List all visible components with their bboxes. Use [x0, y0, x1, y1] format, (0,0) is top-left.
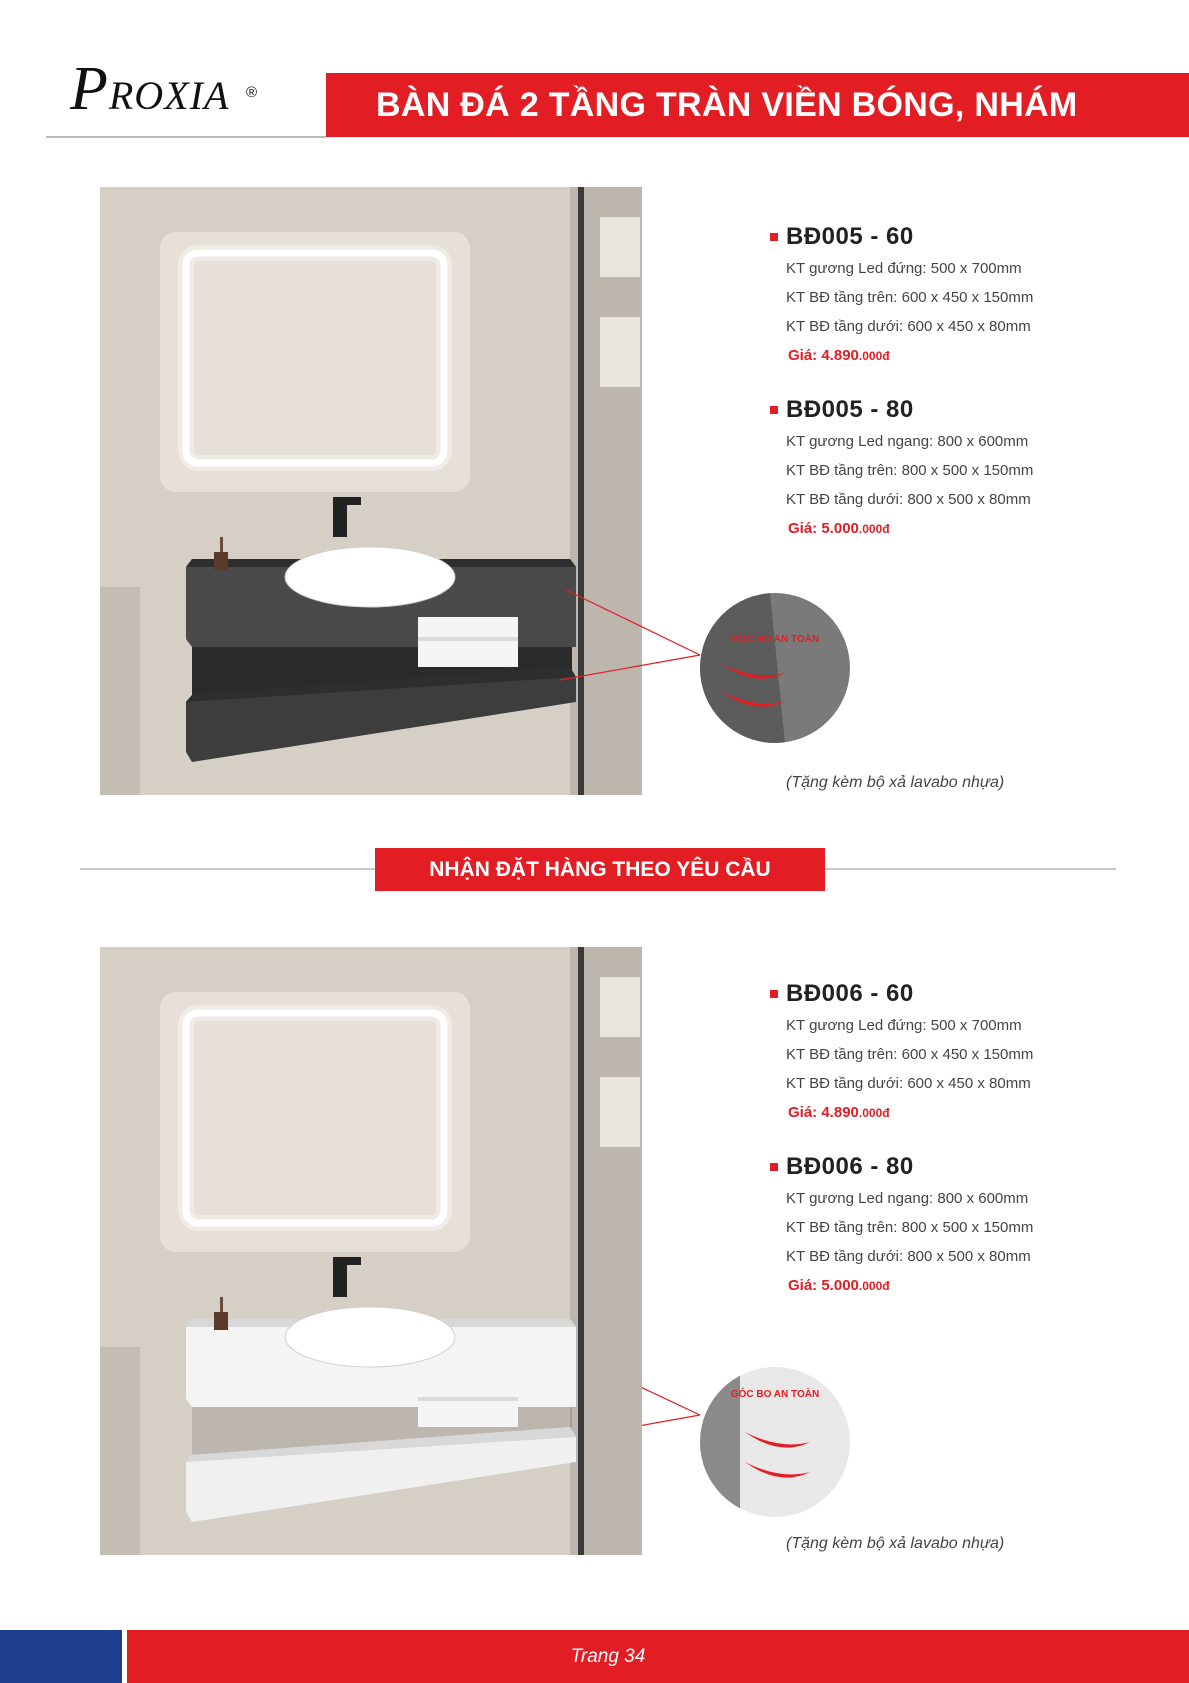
safe-corner-badge [700, 593, 850, 743]
spec-line: KT BĐ tầng dưới: 600 x 450 x 80mm [786, 1075, 1031, 1092]
spec-block-bd006 [770, 977, 1170, 1323]
registered-mark: ® [246, 84, 258, 101]
bullet-icon [770, 990, 778, 998]
footer-bar [127, 1630, 1189, 1683]
model-name: BĐ006 - 80 [786, 1153, 914, 1180]
price: Giá: 4.890.000đ [788, 347, 890, 364]
spec-line: KT BĐ tầng trên: 600 x 450 x 150mm [786, 1046, 1034, 1063]
spec-line: KT gương Led ngang: 800 x 600mm [786, 1190, 1029, 1207]
divider-label: NHẬN ĐẶT HÀNG THEO YÊU CẦU [429, 857, 771, 881]
model-name: BĐ005 - 80 [786, 396, 914, 423]
spec-line: KT BĐ tầng trên: 800 x 500 x 150mm [786, 462, 1034, 479]
spec-line: KT gương Led đứng: 500 x 700mm [786, 1017, 1022, 1034]
price: Giá: 5.000.000đ [788, 520, 890, 537]
spec-line: KT BĐ tầng trên: 800 x 500 x 150mm [786, 1219, 1034, 1236]
gift-note: (Tặng kèm bộ xả lavabo nhựa) [786, 1535, 1005, 1552]
footer-accent [0, 1630, 122, 1683]
spec-line: KT BĐ tầng dưới: 800 x 500 x 80mm [786, 491, 1031, 508]
model-name: BĐ005 - 60 [786, 223, 914, 250]
spec-line: KT gương Led đứng: 500 x 700mm [786, 260, 1022, 277]
gift-note: (Tặng kèm bộ xả lavabo nhựa) [786, 774, 1005, 791]
product-spec [770, 1150, 1170, 1301]
spec-line: KT BĐ tầng trên: 600 x 450 x 150mm [786, 289, 1034, 306]
product-spec [770, 977, 1170, 1128]
spec-line: KT BĐ tầng dưới: 600 x 450 x 80mm [786, 318, 1031, 335]
badge-label: GÓC BO AN TOÀN [730, 1389, 820, 1400]
page-number: Trang 34 [570, 1645, 646, 1667]
bullet-icon [770, 1163, 778, 1171]
price: Giá: 4.890.000đ [788, 1104, 890, 1121]
logo-text: PROXIA [70, 55, 230, 123]
divider-banner [375, 848, 825, 891]
price: Giá: 5.000.000đ [788, 1277, 890, 1294]
product-photo-bd006 [100, 947, 642, 1555]
safe-corner-badge [700, 1367, 850, 1517]
model-name: BĐ006 - 60 [786, 980, 914, 1007]
spec-line: KT BĐ tầng dưới: 800 x 500 x 80mm [786, 1248, 1031, 1265]
badge-label: GÓC BO AN TOÀN [730, 634, 820, 645]
page-title: BÀN ĐÁ 2 TẦNG TRÀN VIỀN BÓNG, NHÁM [376, 85, 1078, 124]
spec-line: KT gương Led ngang: 800 x 600mm [786, 433, 1029, 450]
